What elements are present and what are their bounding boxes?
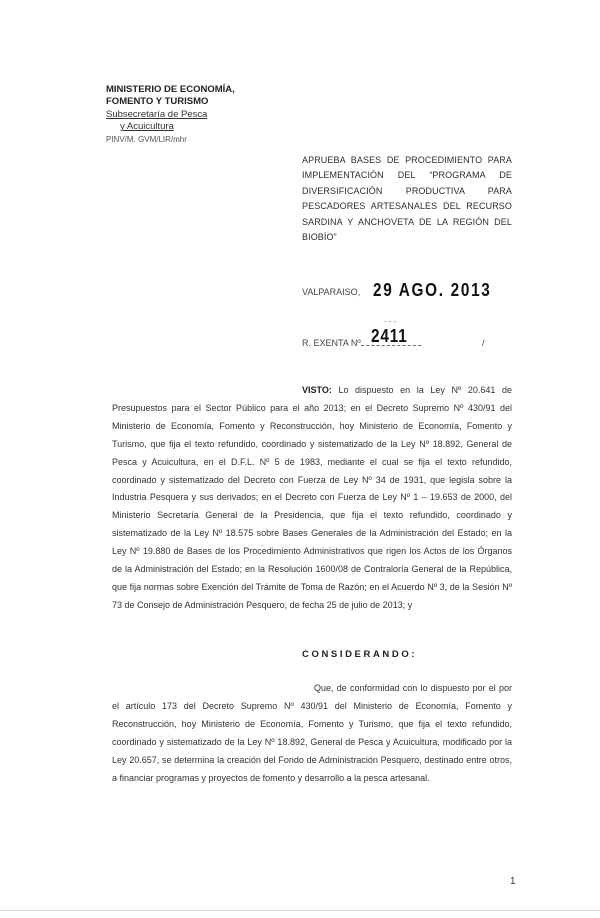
visto-paragraph [112,382,512,615]
exenta-number: 2411 [371,326,408,346]
exenta-slash: / [482,338,485,348]
place-label: VALPARAISO, [302,287,361,297]
ministry-name: MINISTERIO DE ECONOMÍA, [106,84,235,95]
exenta-label: R. EXENTA Nº [302,338,361,348]
dash-marks: - - - [384,317,397,326]
letterhead [106,84,235,146]
considerando-paragraph-1 [112,680,512,787]
undersecretariat: Subsecretaría de Pesca [106,108,208,120]
undersecretariat-cont: y Acuicultura [120,121,174,133]
reference-initials: PINV/M. GVM/LIR/mhr [106,134,187,144]
resolution-title: APRUEBA BASES DE PROCEDIMIENTO PARA IMPLEMENTACIÓN DEL “PROGRAMA DE DIVERSIFICACIÓN PRODUCTIVA PARA PESCADORES ARTESANALES DEL RECURSO SARDINA Y ANCHOVETA DE LA REGIÓN DEL BIOBÍO” [302,155,512,243]
considerando-heading: CONSIDERANDO: [302,649,418,660]
paragraph-1-text: Que, de conformidad con lo dispuesto por el por el artículo 173 del Decreto Supremo Nº 430/91 del Ministerio de Economía, Fomento y Reconstrucción, hoy Ministerio de Economía, Fomento y Turismo, que fija el texto refundido, coordinado y sistematizado de la Ley Nº 18.892, General de Pesca y Acuicultura, modificado por la Ley 20.657, se determina la creación del Fondo de Administración Pesquero, destinado entre otros, a financiar programas y proyectos de fomento y desarrollo a la pesca artesanal. [112,683,512,783]
ministry-name-cont: FOMENTO Y TURISMO [106,96,209,108]
visto-label: VISTO: [302,385,332,395]
visto-text: Lo dispuesto en la Ley Nº 20.641 de Presupuestos para el Sector Público para el año 2013; en el Decreto Supremo Nº 430/91 del Ministerio de Economía, Fomento y Reconstrucción, hoy Ministerio de Economía, Fomento y Turismo, que fija el texto refundido, coordinado y sistematizado de la Ley Nº 18.892, General de Pesca y Acuicultura, en el D.F.L. Nº 5 de 1983, mediante el cual se fija el texto refundido, coordinado y sistematizado del Decreto con Fuerza de Ley Nº 34 de 1931, que legisla sobre la Industria Pesquera y sus derivados; en el Decreto con Fuerza de Ley Nº 1 – 19.653 de 2000, del Ministerio Secretaría General de la Presidencia, que fija el texto refundido, coordinado y sistematizado de la Ley Nº 18.575 sobre Bases Generales de la Administración del Estado; en la Ley Nº 19.880 de Bases de los Procedimiento Administrativos que rigen los Actos de los Órganos de la Administración del Estado; en la Resolución 1600/08 de Contraloría General de la República, que fija normas sobre Exención del Trámite de Toma de Razón; en el Acuerdo Nº 3, de la Sesión Nº 73 de Consejo de Administración Pesquero, de fecha 25 de julio de 2013; y [112,385,512,610]
date-stamp: 29 AGO. 2013 [373,280,492,300]
scan-edge-line [0,910,600,911]
page-number: 1 [510,876,516,887]
